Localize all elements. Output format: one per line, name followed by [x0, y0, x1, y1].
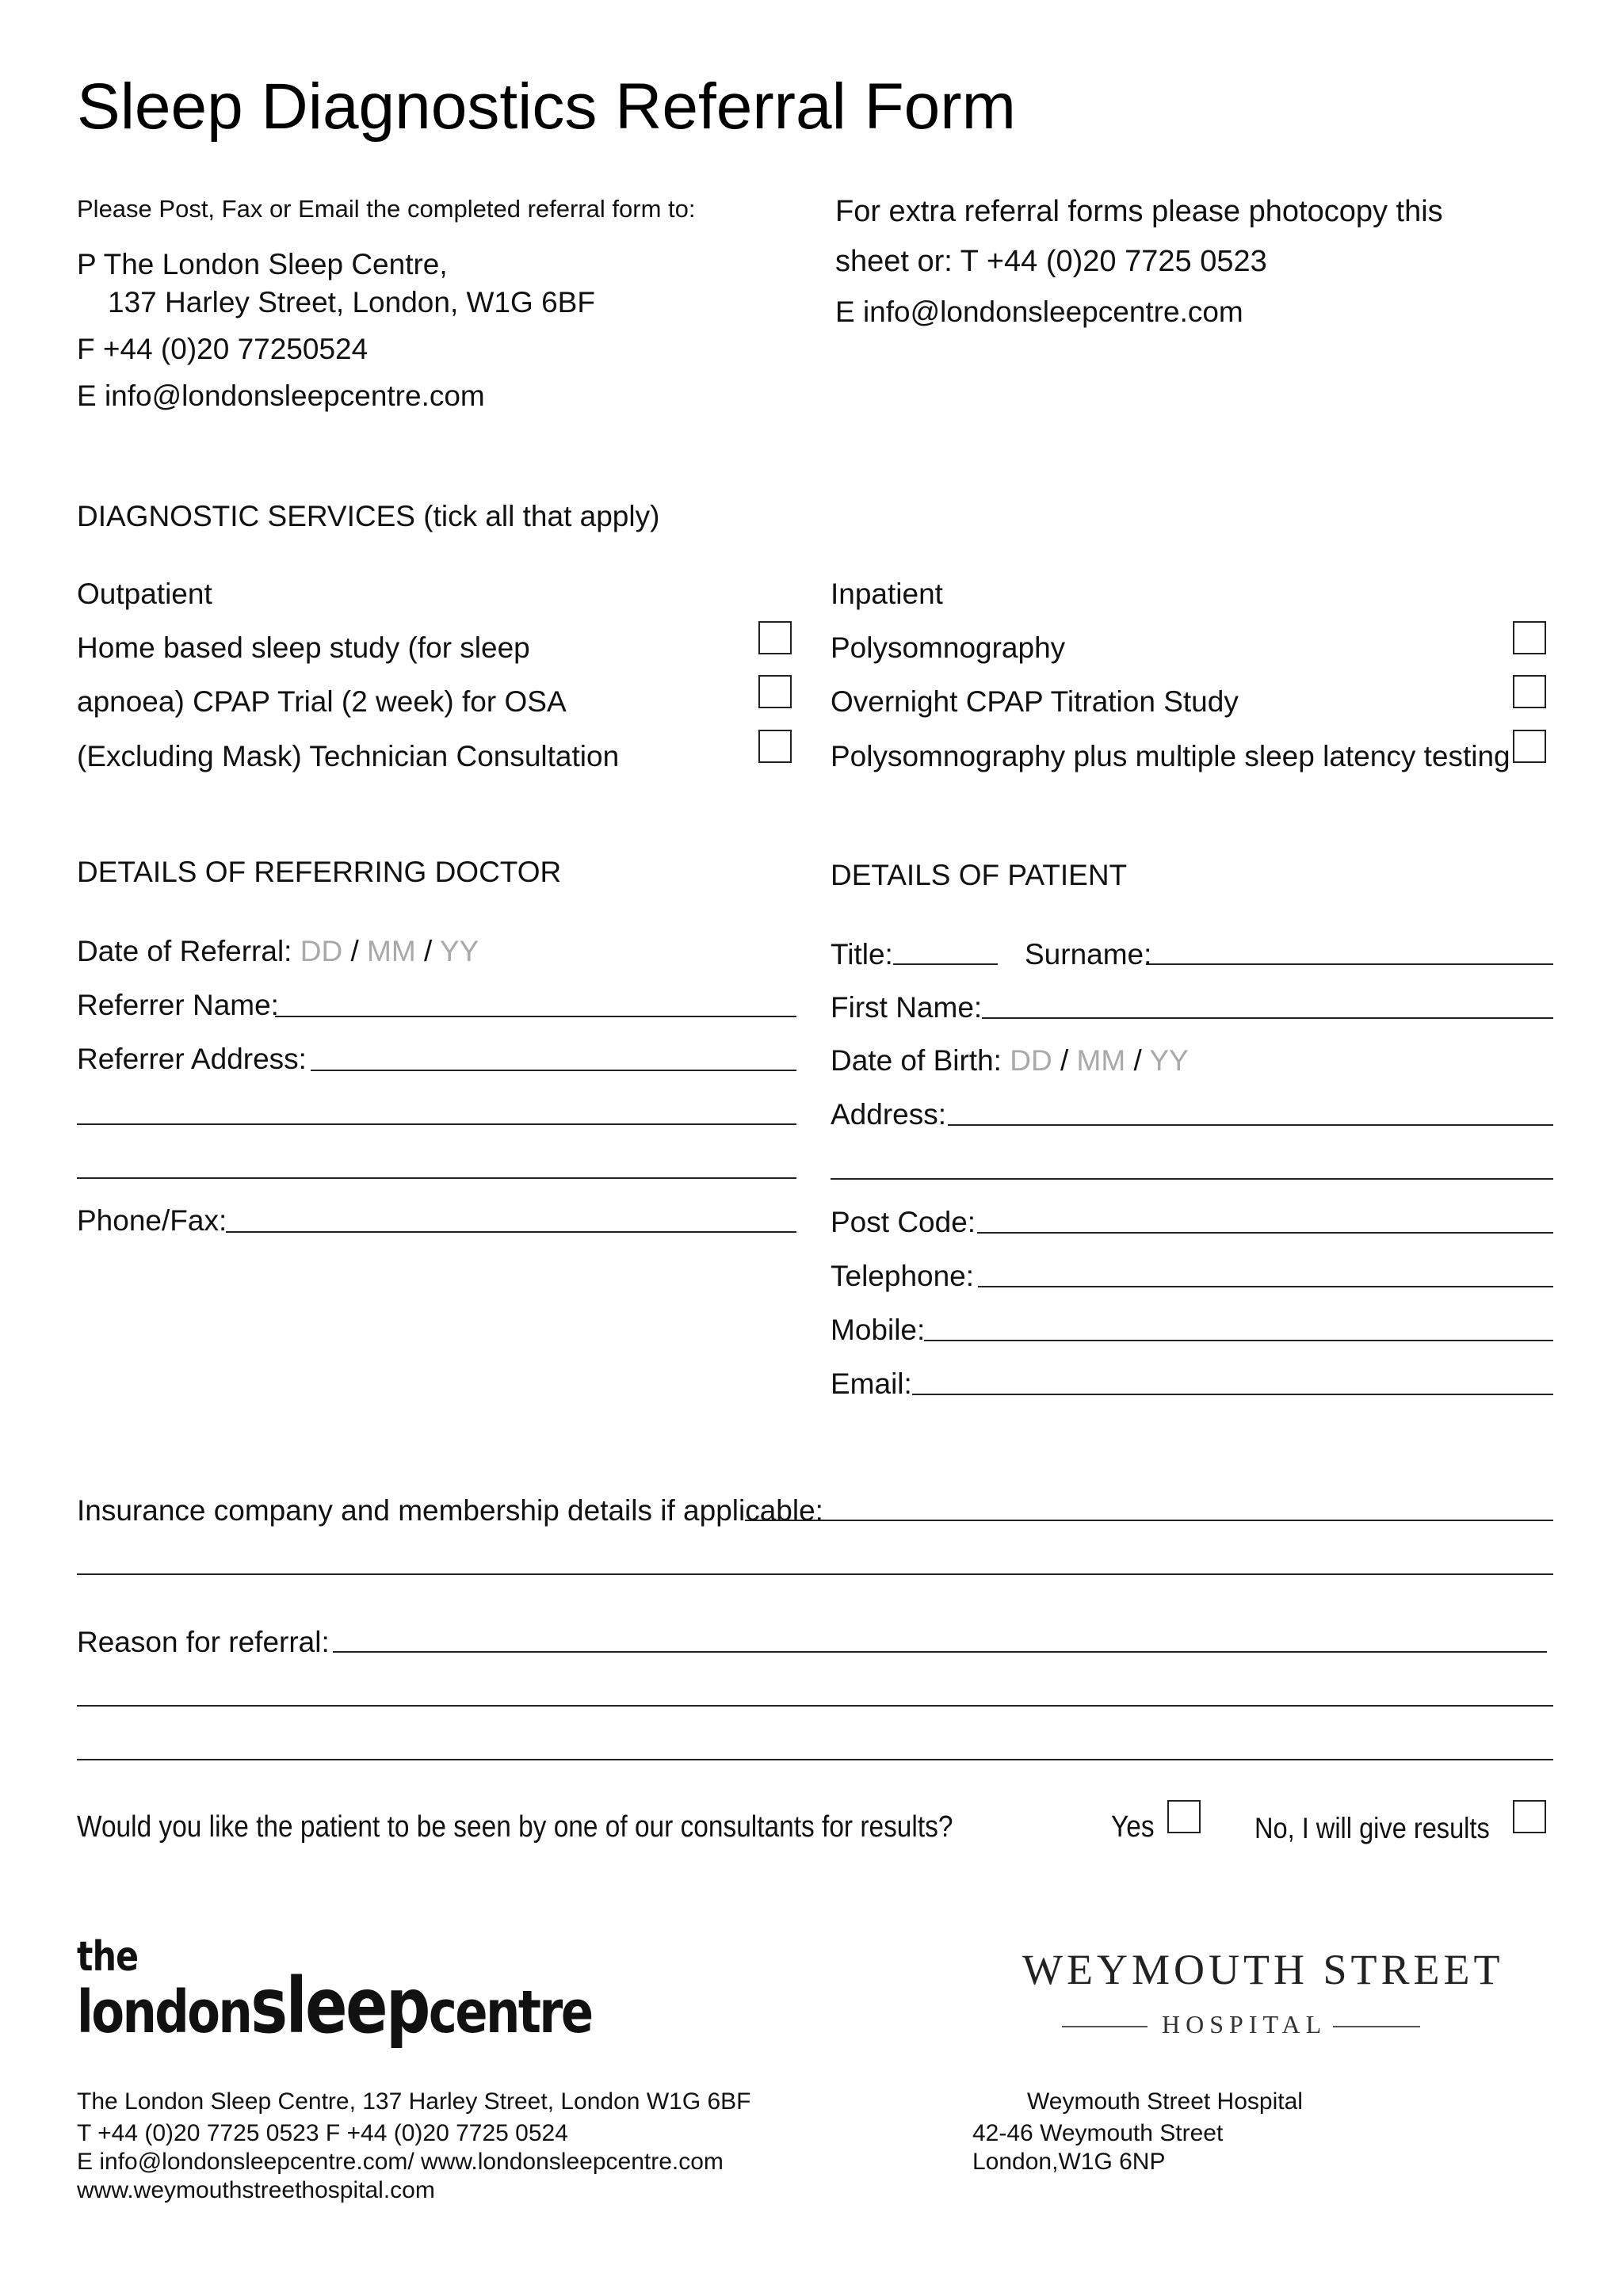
footer-right-line2: 42-46 Weymouth Street	[972, 2120, 1224, 2146]
inpatient-checkbox-1[interactable]	[1513, 621, 1546, 654]
fax-number: F +44 (0)20 77250524	[77, 333, 369, 365]
phone-fax-label: Phone/Fax:	[77, 1204, 227, 1237]
telephone-label: Telephone:	[831, 1260, 975, 1292]
inpatient-checkbox-3[interactable]	[1513, 730, 1546, 763]
logo-centre-text: centre	[428, 1978, 592, 2046]
referrer-name-field[interactable]	[275, 1016, 796, 1017]
telephone-field[interactable]	[978, 1286, 1553, 1287]
outpatient-checkbox-1[interactable]	[758, 621, 792, 654]
logo-sleep-text: sleep	[250, 1962, 429, 2050]
postcode-field[interactable]	[977, 1232, 1553, 1234]
dob-yy: YY	[1149, 1044, 1189, 1077]
dob-dd: DD	[1010, 1044, 1052, 1077]
email-field[interactable]	[912, 1394, 1553, 1395]
reason-field-3[interactable]	[77, 1759, 1553, 1760]
referrer-address-field-3[interactable]	[77, 1177, 796, 1179]
post-address-line2: 137 Harley Street, London, W1G 6BF	[108, 286, 595, 318]
post-address-line1: P The London Sleep Centre,	[77, 248, 448, 280]
inpatient-line2: Overnight CPAP Titration Study	[831, 685, 1239, 718]
wsh-logo-line2: HOSPITAL	[1162, 2010, 1327, 2039]
yes-label: Yes	[1111, 1810, 1155, 1844]
patient-heading: DETAILS OF PATIENT	[831, 859, 1128, 891]
referral-date-dd: DD	[300, 935, 343, 967]
reason-label: Reason for referral:	[77, 1626, 330, 1658]
insurance-label: Insurance company and membership details if applicable:	[77, 1494, 823, 1527]
footer-left-line3: E info@londonsleepcentre.com/ www.londonsleepcentre.com	[77, 2149, 724, 2175]
outpatient-checkbox-3[interactable]	[758, 730, 792, 763]
patient-address-label: Address:	[831, 1098, 947, 1131]
date-separator: /	[423, 935, 433, 967]
referral-date-mm: MM	[367, 935, 416, 967]
phone-fax-field[interactable]	[226, 1231, 796, 1233]
footer-right-line1: Weymouth Street Hospital	[1027, 2088, 1303, 2115]
inpatient-line1: Polysomnography	[831, 631, 1066, 664]
date-separator: /	[350, 935, 359, 967]
footer-left-line2: T +44 (0)20 7725 0523 F +44 (0)20 7725 0524	[77, 2120, 568, 2146]
surname-label: Surname:	[1025, 938, 1152, 971]
referrer-address-field-2[interactable]	[77, 1123, 796, 1125]
patient-address-field-1[interactable]	[948, 1124, 1553, 1126]
footer-left-line1: The London Sleep Centre, 137 Harley Street, London W1G 6BF	[77, 2088, 751, 2115]
dob-field[interactable]	[831, 1044, 1189, 1077]
no-checkbox[interactable]	[1513, 1800, 1546, 1833]
wsh-logo-rule-right	[1333, 2026, 1420, 2027]
inpatient-line3: Polysomnography plus multiple sleep latency testing	[831, 740, 1510, 772]
mobile-field[interactable]	[924, 1340, 1553, 1341]
footer-left-line4: www.weymouthstreethospital.com	[77, 2177, 435, 2203]
insurance-field-2[interactable]	[77, 1573, 1553, 1575]
send-to-intro: Please Post, Fax or Email the completed referral form to:	[77, 195, 696, 223]
outpatient-checkbox-2[interactable]	[758, 675, 792, 708]
postcode-label: Post Code:	[831, 1206, 976, 1238]
first-name-field[interactable]	[982, 1017, 1553, 1019]
date-separator: /	[1060, 1044, 1069, 1077]
patient-title-label: Title:	[831, 938, 893, 971]
services-heading: DIAGNOSTIC SERVICES (tick all that apply)	[77, 500, 660, 532]
insurance-field-1[interactable]	[745, 1520, 1553, 1521]
page-title: Sleep Diagnostics Referral Form	[77, 71, 1016, 143]
reason-field-2[interactable]	[77, 1705, 1553, 1707]
doctor-heading: DETAILS OF REFERRING DOCTOR	[77, 856, 562, 888]
extra-forms-email: E info@londonsleepcentre.com	[835, 296, 1243, 328]
footer-right-line3: London,W1G 6NP	[972, 2149, 1166, 2175]
outpatient-line3: (Excluding Mask) Technician Consultation	[77, 740, 620, 772]
send-to-email: E info@londonsleepcentre.com	[77, 379, 485, 412]
wsh-logo-rule-left	[1062, 2026, 1148, 2027]
logo-london-text: london	[77, 1978, 251, 2046]
first-name-label: First Name:	[831, 991, 983, 1024]
referrer-name-label: Referrer Name:	[77, 989, 279, 1021]
referrer-address-field-1[interactable]	[311, 1070, 796, 1071]
wsh-logo-line1: WEYMOUTH STREET	[1022, 1946, 1504, 1993]
inpatient-checkbox-2[interactable]	[1513, 675, 1546, 708]
surname-field[interactable]	[1146, 963, 1553, 965]
logo-the-text: the	[77, 1933, 139, 1981]
yes-checkbox[interactable]	[1167, 1800, 1201, 1833]
outpatient-line2: apnoea) CPAP Trial (2 week) for OSA	[77, 685, 567, 718]
extra-forms-line1: For extra referral forms please photocopy this	[835, 195, 1443, 228]
referral-date-label: Date of Referral:	[77, 935, 292, 967]
email-label: Email:	[831, 1367, 912, 1400]
date-separator: /	[1133, 1044, 1142, 1077]
dob-label: Date of Birth:	[831, 1044, 1002, 1077]
weymouth-street-hospital-logo	[1022, 1945, 1504, 2039]
outpatient-heading: Outpatient	[77, 578, 212, 610]
referrer-address-label: Referrer Address:	[77, 1043, 307, 1075]
referral-date-yy: YY	[439, 935, 479, 967]
patient-address-field-2[interactable]	[831, 1178, 1553, 1180]
reason-field-1[interactable]	[333, 1651, 1547, 1653]
dob-mm: MM	[1076, 1044, 1126, 1077]
mobile-label: Mobile:	[831, 1314, 926, 1346]
referral-date-field[interactable]	[77, 935, 479, 968]
no-label: No, I will give results	[1254, 1812, 1490, 1844]
patient-title-field[interactable]	[893, 963, 998, 965]
extra-forms-line2: sheet or: T +44 (0)20 7725 0523	[835, 245, 1267, 278]
outpatient-line1: Home based sleep study (for sleep	[77, 631, 530, 664]
consultant-question: Would you like the patient to be seen by one of our consultants for results?	[77, 1810, 953, 1844]
inpatient-heading: Inpatient	[831, 578, 943, 610]
